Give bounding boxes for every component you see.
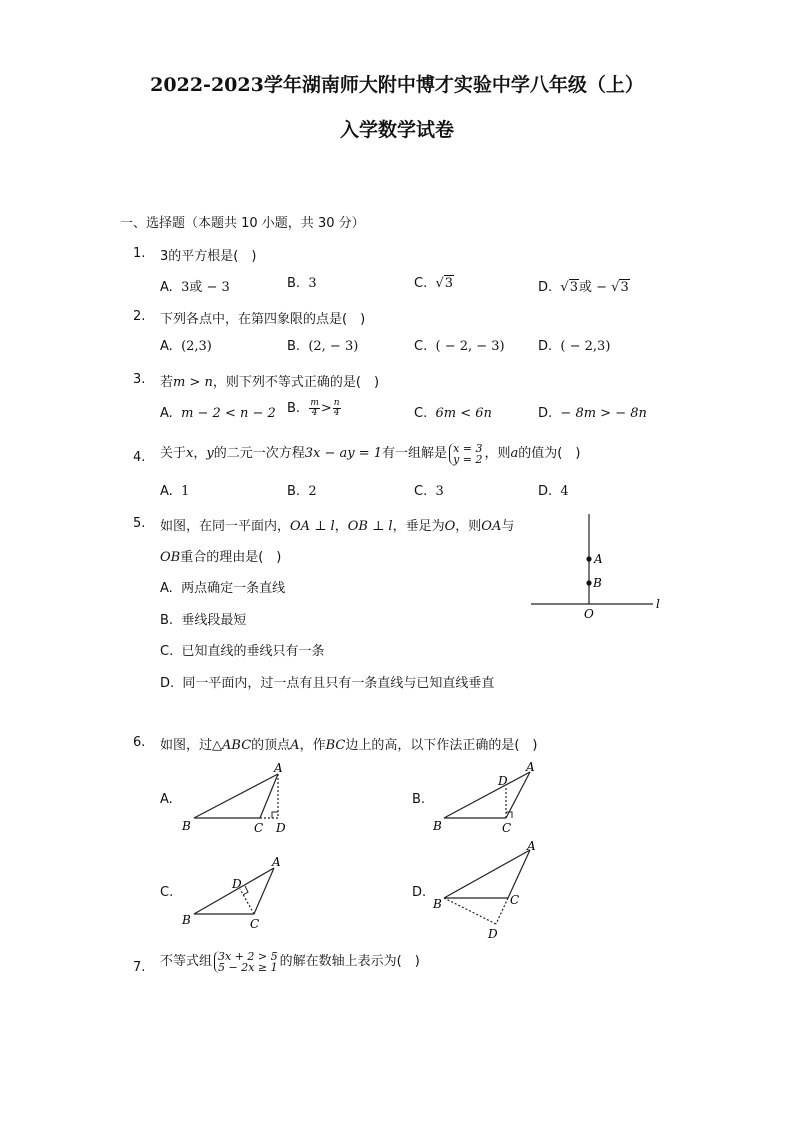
option-label: B. bbox=[287, 484, 301, 499]
stem-math: △ABC bbox=[212, 738, 252, 753]
option-text: 3 bbox=[435, 484, 444, 499]
label-c: C bbox=[510, 893, 520, 907]
option-c[interactable]: C. bbox=[160, 885, 174, 900]
stem-text: ，垂足为 bbox=[392, 519, 445, 534]
label-a: A bbox=[272, 855, 281, 869]
stem-text: 如图，过 bbox=[160, 738, 213, 753]
question-stem bbox=[160, 371, 379, 390]
stem-text: ， bbox=[193, 446, 207, 461]
option-b[interactable] bbox=[287, 399, 342, 418]
option-d[interactable] bbox=[538, 484, 569, 499]
question-stem bbox=[160, 950, 420, 973]
option-b[interactable] bbox=[287, 484, 317, 499]
exam-title-line1: 2022-2023学年湖南师大附中博才实验中学八年级（上） bbox=[150, 74, 644, 96]
stem-math: BC bbox=[325, 738, 346, 753]
side-ba bbox=[194, 774, 278, 818]
option-text: 同一平面内，过一点有且只有一条直线与已知直线垂直 bbox=[182, 676, 495, 691]
option-a[interactable] bbox=[160, 484, 189, 499]
stem-math: m > n bbox=[173, 375, 213, 390]
label-a: A bbox=[594, 552, 603, 566]
option-a[interactable] bbox=[160, 339, 212, 354]
option-text: 3 bbox=[308, 276, 317, 291]
question-number: 6. bbox=[133, 735, 146, 750]
label-o: O bbox=[584, 607, 594, 621]
option-text: (2,3) bbox=[181, 339, 212, 354]
question-number: 5. bbox=[133, 516, 146, 531]
option-d[interactable] bbox=[538, 276, 630, 295]
option-label: D. bbox=[538, 280, 553, 295]
label-c: C bbox=[254, 821, 264, 835]
stem-text: ，则 bbox=[455, 519, 482, 534]
side-ba bbox=[444, 850, 530, 898]
option-b[interactable]: B. bbox=[412, 792, 426, 807]
option-label: A. bbox=[160, 484, 173, 499]
stem-text: 边上的高，以下作法正确的是( ) bbox=[345, 738, 538, 753]
option-b[interactable] bbox=[160, 609, 246, 628]
side-ba bbox=[194, 868, 274, 914]
option-text: − 8m > − 8n bbox=[560, 406, 647, 421]
stem-text: 若 bbox=[160, 375, 174, 390]
option-text: ( − 2,3) bbox=[560, 339, 611, 354]
figure-option-b bbox=[430, 758, 550, 835]
stem-text: 的值为( ) bbox=[518, 446, 581, 461]
stem-math: x bbox=[186, 446, 194, 461]
option-text: 6m < 6n bbox=[435, 406, 492, 421]
option-text: 两点确定一条直线 bbox=[181, 581, 286, 596]
figure-option-a bbox=[178, 760, 298, 835]
option-a[interactable]: A. bbox=[160, 792, 173, 807]
numerator: m bbox=[310, 398, 319, 408]
section-header: 一、选择题（本题共 10 小题，共 30 分） bbox=[120, 216, 365, 231]
option-label: C. bbox=[160, 644, 174, 659]
label-b: B bbox=[433, 819, 442, 833]
option-b[interactable] bbox=[287, 276, 317, 291]
option-label: C. bbox=[414, 484, 428, 499]
option-text: 或 − bbox=[579, 280, 612, 295]
equation-system bbox=[449, 443, 482, 465]
option-label: C. bbox=[414, 276, 428, 291]
question-number: 2. bbox=[133, 309, 146, 324]
option-label: D. bbox=[538, 484, 553, 499]
option-text: 已知直线的垂线只有一条 bbox=[181, 644, 325, 659]
option-label: A. bbox=[160, 406, 173, 421]
denominator: 4 bbox=[333, 408, 340, 418]
option-label: B. bbox=[287, 276, 301, 291]
option-label: D. bbox=[538, 406, 553, 421]
option-d[interactable] bbox=[538, 406, 647, 421]
label-l: l bbox=[656, 597, 660, 611]
label-d: D bbox=[498, 774, 508, 788]
stem-text: ，则下列不等式正确的是( ) bbox=[212, 375, 380, 390]
fraction bbox=[333, 399, 341, 418]
stem-math: OB ⊥ l bbox=[347, 519, 393, 534]
label-b: B bbox=[593, 576, 602, 590]
equation: y = 2 bbox=[453, 452, 483, 466]
option-label: B. bbox=[287, 339, 301, 354]
sqrt-expression: √3 bbox=[560, 280, 578, 295]
label-b: B bbox=[182, 913, 191, 927]
figure-option-d bbox=[430, 838, 550, 946]
option-label: D. bbox=[160, 676, 175, 691]
side-ba bbox=[444, 772, 530, 818]
option-c[interactable] bbox=[414, 276, 454, 291]
label-b: B bbox=[433, 897, 442, 911]
right-angle-mark bbox=[243, 886, 248, 895]
option-b[interactable] bbox=[287, 339, 358, 354]
option-text: 2 bbox=[308, 484, 317, 499]
point-b bbox=[586, 580, 591, 585]
fraction bbox=[309, 399, 320, 418]
radicand: 3 bbox=[444, 276, 454, 291]
stem-text: 有一组解是 bbox=[382, 446, 448, 461]
height-bd bbox=[444, 898, 496, 924]
radicand: 3 bbox=[569, 280, 578, 295]
stem-math: a bbox=[510, 446, 519, 461]
option-c[interactable] bbox=[414, 406, 492, 421]
stem-text: ， bbox=[334, 519, 348, 534]
sqrt-expression: √3 bbox=[611, 280, 629, 295]
option-label: B. bbox=[287, 401, 301, 416]
option-d[interactable] bbox=[160, 672, 494, 691]
stem-text: ，作 bbox=[299, 738, 326, 753]
option-label: D. bbox=[538, 339, 553, 354]
stem-text: ，则 bbox=[484, 446, 511, 461]
stem-text: 的解在数轴上表示为( ) bbox=[279, 954, 420, 969]
option-c[interactable] bbox=[414, 484, 444, 499]
stem-text: 不等式组 bbox=[160, 954, 213, 969]
option-text: (2, − 3) bbox=[308, 339, 359, 354]
option-d[interactable]: D. bbox=[412, 885, 427, 900]
inequality: 3x + 2 > 5 bbox=[218, 949, 278, 963]
question-stem bbox=[160, 442, 580, 465]
figure-option-c bbox=[178, 852, 298, 932]
option-c[interactable] bbox=[160, 640, 325, 659]
question-stem: 下列各点中，在第四象限的点是( ) bbox=[160, 312, 366, 327]
label-d: D bbox=[232, 877, 242, 891]
stem-math: O bbox=[444, 519, 456, 534]
stem-text: 的二元一次方程 bbox=[213, 446, 305, 461]
option-text: 垂线段最短 bbox=[181, 613, 247, 628]
option-c[interactable] bbox=[414, 339, 505, 354]
label-b: B bbox=[182, 819, 191, 833]
option-label: A. bbox=[160, 280, 173, 295]
inequality: 5 − 2x ≥ 1 bbox=[218, 960, 278, 974]
radicand: 3 bbox=[620, 280, 629, 295]
label-d: D bbox=[276, 821, 286, 835]
question-stem-line2 bbox=[160, 546, 281, 565]
option-label: B. bbox=[160, 613, 174, 628]
stem-math: OB bbox=[160, 550, 181, 565]
exam-title-line2: 入学数学试卷 bbox=[339, 119, 454, 141]
stem-text: 关于 bbox=[160, 446, 187, 461]
label-a: A bbox=[274, 761, 283, 775]
figure-perpendicular bbox=[525, 510, 675, 625]
stem-math: 3x − ay = 1 bbox=[304, 446, 383, 461]
question-number: 4. bbox=[133, 450, 146, 465]
question-stem: 3的平方根是( ) bbox=[160, 249, 257, 264]
option-label: C. bbox=[414, 339, 428, 354]
stem-math: OA ⊥ l bbox=[290, 519, 335, 534]
label-a: A bbox=[526, 760, 535, 774]
operator: > bbox=[320, 401, 332, 416]
question-stem-line1 bbox=[160, 515, 514, 534]
denominator: 4 bbox=[311, 408, 318, 418]
label-c: C bbox=[250, 917, 260, 931]
equation: x = 3 bbox=[453, 441, 483, 455]
stem-text: 如图，在同一平面内， bbox=[160, 519, 291, 534]
side-ca bbox=[508, 850, 530, 898]
side-ca bbox=[254, 868, 274, 914]
option-a[interactable] bbox=[160, 276, 230, 295]
option-text: ( − 2, − 3) bbox=[435, 339, 505, 354]
question-stem bbox=[160, 734, 537, 753]
option-text: 4 bbox=[560, 484, 569, 499]
side-ca bbox=[260, 774, 278, 818]
option-text: 3或 − 3 bbox=[181, 280, 230, 295]
option-label: A. bbox=[160, 339, 173, 354]
stem-text: 重合的理由是( ) bbox=[180, 550, 282, 565]
inequality-system bbox=[214, 951, 278, 973]
stem-text: 的顶点 bbox=[251, 738, 291, 753]
option-a[interactable] bbox=[160, 406, 276, 421]
stem-text: 与 bbox=[501, 519, 515, 534]
label-c: C bbox=[502, 821, 512, 835]
option-label: A. bbox=[160, 581, 173, 596]
option-label: C. bbox=[414, 406, 428, 421]
option-text: m − 2 < n − 2 bbox=[181, 406, 276, 421]
numerator: n bbox=[333, 398, 340, 408]
stem-math: y bbox=[206, 446, 214, 461]
option-a[interactable] bbox=[160, 577, 285, 596]
question-number: 1. bbox=[133, 246, 146, 261]
label-d: D bbox=[488, 927, 498, 941]
question-number: 3. bbox=[133, 372, 146, 387]
point-a bbox=[586, 556, 591, 561]
stem-math: OA bbox=[481, 519, 502, 534]
option-text: 1 bbox=[181, 484, 190, 499]
stem-math: A bbox=[290, 738, 300, 753]
question-number: 7. bbox=[133, 960, 146, 975]
option-d[interactable] bbox=[538, 339, 610, 354]
ext-ac bbox=[496, 898, 508, 924]
right-angle-mark bbox=[272, 812, 278, 818]
sqrt-expression: √3 bbox=[435, 276, 454, 291]
label-a: A bbox=[527, 839, 536, 853]
